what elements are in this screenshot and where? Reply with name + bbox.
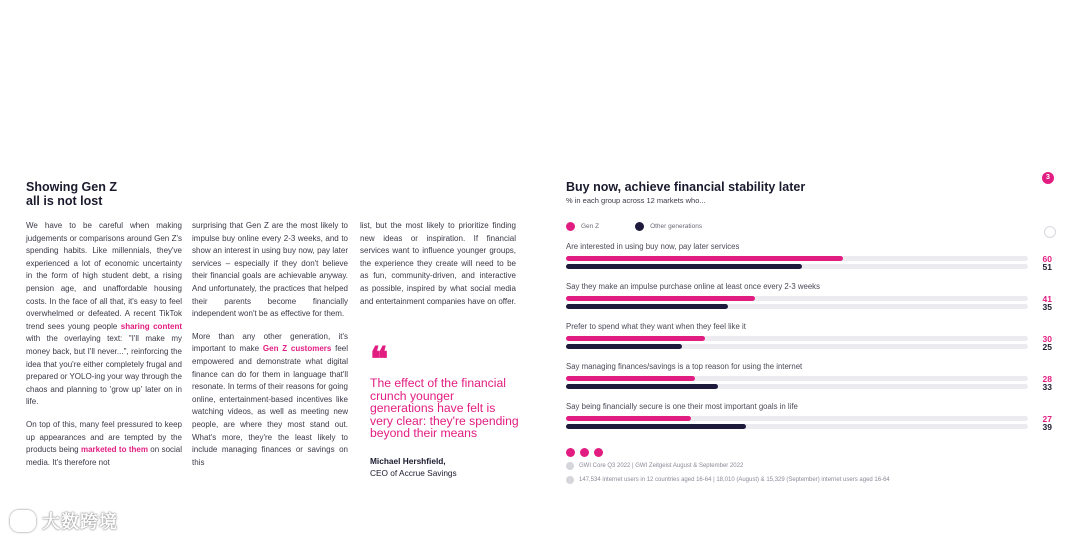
- page-number-badge: 3: [1042, 172, 1054, 184]
- bar-category-label: Say managing finances/savings is a top reason for using the internet: [566, 362, 803, 371]
- watermark: [10, 508, 118, 534]
- paragraph: On top of this, many feel pressured to keep up appearances and are tempted by the products being marketed to them on social media. It's therefore not: [26, 419, 183, 467]
- people-icon: [566, 476, 574, 484]
- chart-icon[interactable]: [566, 448, 575, 457]
- value-label-genz: 28: [1042, 374, 1052, 384]
- bar-genz: [566, 296, 755, 301]
- value-label-other: 33: [1042, 382, 1052, 392]
- quote-role: CEO of Accrue Savings: [370, 467, 457, 478]
- legend-other-swatch: [635, 222, 644, 231]
- bar-category-label: Are interested in using buy now, pay later services: [566, 242, 740, 251]
- value-label-genz: 27: [1042, 414, 1052, 424]
- bookmark-icon[interactable]: [1044, 226, 1056, 238]
- paragraph: surprising that Gen Z are the most likely to impulse buy online every 2-3 weeks, and to show an interest in using buy now, pay later services – especially if they don't believe their financial goals are achievable anyway. And unfortunately, the practices that helped their parents become financially independent won't be as effective for them.: [192, 221, 348, 319]
- quote-text: The effect of the financial crunch younger generations have felt is very clear: they're spending beyond their means: [370, 376, 519, 441]
- bar-track: [566, 376, 1028, 381]
- legend-genz-label: Gen Z: [581, 223, 600, 230]
- value-label-genz: 41: [1042, 294, 1052, 304]
- legend-other-label: Other generations: [650, 223, 703, 230]
- bar-track: [566, 424, 1028, 429]
- bar-track: [566, 384, 1028, 389]
- bar-track: [566, 416, 1028, 421]
- chart-icon[interactable]: [580, 448, 589, 457]
- watermark-text: 大数跨境: [42, 512, 118, 532]
- share-icons: [566, 448, 608, 457]
- bar-other: [566, 264, 802, 269]
- bar-track: [566, 344, 1028, 349]
- text-column-3: [360, 220, 516, 318]
- link-gen-z-customers[interactable]: Gen Z customers: [262, 344, 332, 354]
- legend-genz-swatch: [566, 222, 575, 231]
- bar-other: [566, 424, 746, 429]
- paragraph: More than any other generation, it's important to make Gen Z customers feel empowered and demonstrate what digital finance can do for them in language that'll resonate. In terms of their reasons for going online, entertainment-based incentives like watching videos, as well as meeting new people, are where they most stand out. What's more, they're the least likely to include managing finances or savings on this: [192, 331, 349, 467]
- value-label-other: 39: [1042, 422, 1052, 432]
- pull-quote: [370, 340, 520, 478]
- value-label-other: 35: [1042, 302, 1052, 312]
- bar-category-label: Prefer to spend what they want when they feel like it: [566, 322, 746, 331]
- bar-category-label: Say being financially secure is one their most important goals in life: [566, 402, 798, 411]
- bar-other: [566, 344, 682, 349]
- value-label-other: 25: [1042, 342, 1052, 352]
- paragraph: We have to be careful when making judgements or comparisons around Gen Z's spending habits. Like millennials, they've experienced a lot of economic uncertainty in the form of high student debt, a rising pension age, and unaffordable housing costs. In the face of all that, it's easy to feel overwhelmed or defeated. A recent TikTok trend sees young people sharing content with the overlaying text: "I'll make my money back, but I'll never...", reinforcing the idea that you're either completely frugal and prepared or YOLO-ing your way through the chaos and planning to 'grow up' later on in life.: [26, 221, 182, 407]
- bar-track: [566, 256, 1028, 261]
- link-marketed-to-them[interactable]: marketed to them: [80, 445, 148, 455]
- chart-subtitle: % in each group across 12 markets who...: [566, 196, 706, 205]
- chart-icon[interactable]: [594, 448, 603, 457]
- section-title-line2: all is not lost: [26, 194, 103, 208]
- watermark-logo-icon: [10, 510, 36, 532]
- bar-genz: [566, 336, 705, 341]
- bar-track: [566, 264, 1028, 269]
- source-line-1: GWI Core Q3 2022 | GWI Zeitgeist August & September 2022: [566, 462, 743, 470]
- text-column-1: [26, 220, 182, 479]
- section-title-line1: Showing Gen Z: [26, 180, 117, 194]
- section-heading: [26, 180, 117, 208]
- paragraph: list, but the most likely to prioritize finding new ideas or inspiration. If financial services want to influence younger groups, the experience they create will need to be as fun, community-driven, and interactive as possible, inspired by what social media and entertainment companies have on offer.: [360, 221, 516, 306]
- value-label-other: 51: [1042, 262, 1052, 272]
- bar-track: [566, 336, 1028, 341]
- bar-genz: [566, 256, 843, 261]
- value-label-genz: 30: [1042, 334, 1052, 344]
- info-icon: [566, 462, 574, 470]
- chart-title: Buy now, achieve financial stability later: [566, 180, 806, 194]
- bar-genz: [566, 376, 695, 381]
- quote-author: Michael Hershfield,: [370, 455, 446, 466]
- link-sharing-content[interactable]: sharing content: [120, 321, 182, 331]
- bar-other: [566, 304, 728, 309]
- quote-mark-icon: ❝: [370, 340, 389, 380]
- bar-other: [566, 384, 718, 389]
- source-line-2: 147,534 internet users in 12 countries aged 16-64 | 18,010 (August) & 15,329 (September) internet users aged 16-64: [566, 476, 890, 484]
- bar-genz: [566, 416, 691, 421]
- chart-legend: [566, 222, 702, 231]
- text-column-2: [192, 220, 348, 479]
- bar-track: [566, 296, 1028, 301]
- bar-track: [566, 304, 1028, 309]
- value-label-genz: 60: [1042, 254, 1052, 264]
- bar-category-label: Say they make an impulse purchase online at least once every 2-3 weeks: [566, 282, 820, 291]
